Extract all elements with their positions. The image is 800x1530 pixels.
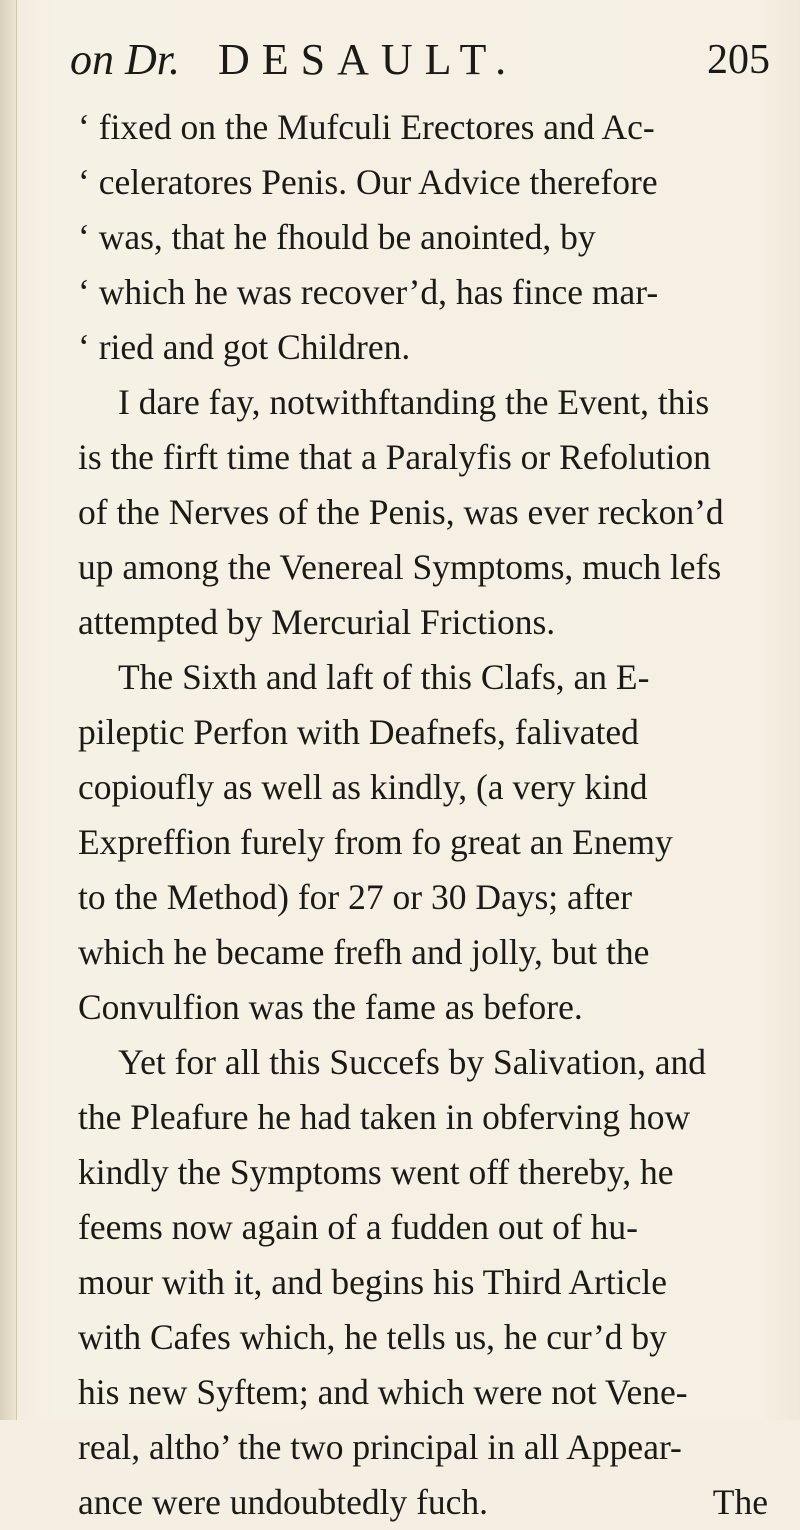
header-title: DESAULT. [218, 35, 519, 84]
text-line: Expreffion furely from fo great an Enemy [78, 822, 673, 862]
text-line: I dare fay, notwithftanding the Event, this [118, 382, 710, 422]
text-line: ‘ which he was recover’d, has fince mar- [78, 272, 659, 312]
text-line: feems now again of a fudden out of hu- [78, 1207, 638, 1247]
text-line: is the firft time that a Paralyfis or Refolution [78, 437, 711, 477]
text-line: the Pleafure he had taken in obferving how [78, 1097, 691, 1137]
text-line: ‘ fixed on the Mufculi Erectores and Ac- [78, 107, 655, 147]
text-line: Yet for all this Succefs by Salivation, and [118, 1042, 706, 1082]
text-line: mour with it, and begins his Third Article [78, 1262, 667, 1302]
body-text [78, 100, 768, 1530]
text-line: real, altho’ the two principal in all Appear- [78, 1427, 682, 1467]
text-line: ‘ was, that he fhould be anointed, by [78, 217, 596, 257]
text-line: Convulfion was the fame as before. [78, 987, 583, 1027]
text-line: The Sixth and laft of this Clafs, an E- [118, 657, 650, 697]
text-line: of the Nerves of the Penis, was ever reckon’d [78, 492, 724, 532]
text-line: ‘ celeratores Penis. Our Advice therefore [78, 162, 658, 202]
text-line: which he became frefh and jolly, but the [78, 932, 650, 972]
text-line: pileptic Perfon with Deafnefs, falivated [78, 712, 639, 752]
text-line: his new Syftem; and which were not Vene- [78, 1372, 688, 1412]
text-line: ance were undoubtedly fuch. [78, 1482, 489, 1522]
text-line: kindly the Symptoms went off thereby, he [78, 1152, 674, 1192]
page-gutter [0, 0, 17, 1420]
text-line: The [712, 1482, 768, 1522]
text-line: to the Method) for 27 or 30 Days; after [78, 877, 633, 917]
text-line: up among the Venereal Symptoms, much lefs [78, 547, 722, 587]
text-line: ‘ ried and got Children. [78, 327, 411, 367]
running-header [70, 30, 770, 90]
text-line: copioufly as well as kindly, (a very kind [78, 767, 648, 807]
header-prefix: on Dr. [70, 35, 181, 84]
text-line: with Cafes which, he tells us, he cur’d by [78, 1317, 667, 1357]
page-number: 205 [707, 37, 770, 83]
text-line: attempted by Mercurial Frictions. [78, 602, 556, 642]
